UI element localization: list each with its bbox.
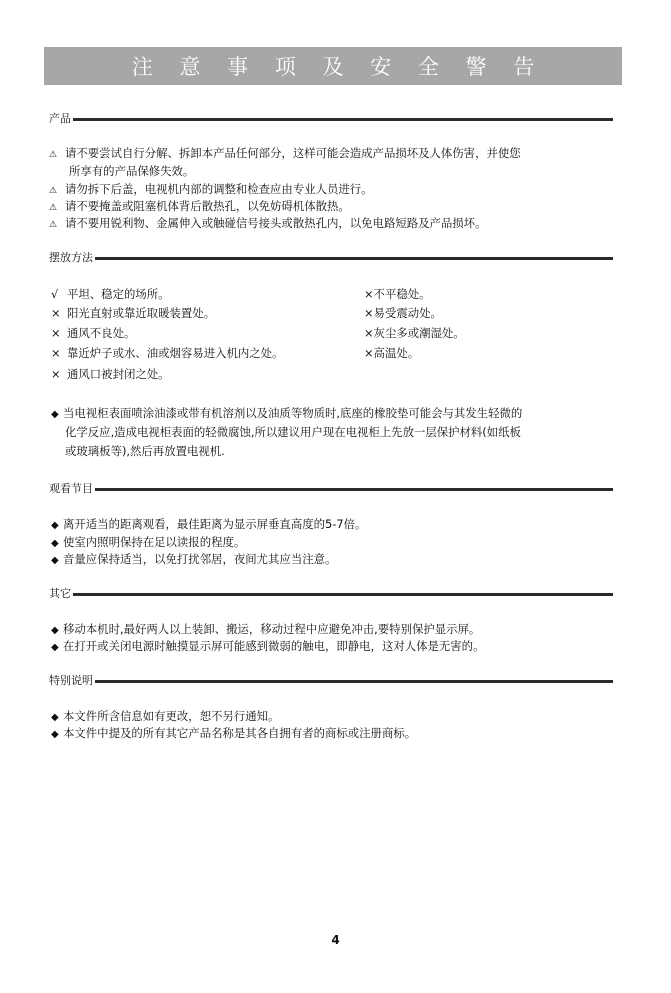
cross-mark-icon: × xyxy=(364,306,374,320)
cross-mark-icon: × xyxy=(51,367,61,381)
list-item: ⚠ 请勿拆下后盖，电视机内部的调整和检查应由专业人员进行。 xyxy=(49,180,373,200)
list-item: ◆ 在打开或关闭电源时触摸显示屏可能感到微弱的触电，即静电，这对人体是无害的。 xyxy=(51,637,484,657)
section-title-placement: 摆放方法 xyxy=(49,251,93,264)
placement-item: √ 平坦、稳定的场所。 xyxy=(51,287,170,301)
section-title-product: 产品 xyxy=(49,112,71,125)
placement-item: ×易受震动处。 xyxy=(364,306,442,320)
list-item: ◆ 移动本机时,最好两人以上装卸、搬运，移动过程中应避免冲击,要特别保护显示屏。 xyxy=(51,620,480,640)
cross-mark-icon: × xyxy=(51,346,61,360)
section-header-viewing xyxy=(49,480,613,496)
list-item: ◆ 音量应保持适当，以免打扰邻居，夜间尤其应当注意。 xyxy=(51,550,336,570)
section-rule xyxy=(95,680,613,683)
warning-triangle-icon: ⚠ xyxy=(49,150,58,160)
diamond-bullet-icon: ◆ xyxy=(51,712,59,723)
warning-triangle-icon: ⚠ xyxy=(49,203,58,213)
cross-mark-icon: × xyxy=(364,326,374,340)
placement-item: × 通风不良处。 xyxy=(51,326,136,340)
list-item: ◆ 离开适当的距离观看，最佳距离为显示屏垂直高度的5-7倍。 xyxy=(51,515,366,535)
diamond-bullet-icon: ◆ xyxy=(51,729,59,740)
placement-item: × 通风口被封闭之处。 xyxy=(51,367,170,381)
placement-item: × 阳光直射或靠近取暖装置处。 xyxy=(51,306,216,320)
diamond-bullet-icon: ◆ xyxy=(51,642,59,653)
list-item: ⚠ 请不要掩盖或阻塞机体背后散热孔，以免妨碍机体散热。 xyxy=(49,197,350,217)
check-mark-icon: √ xyxy=(51,287,59,301)
page-title-banner xyxy=(44,47,622,85)
section-header-special xyxy=(49,672,613,688)
cross-mark-icon: × xyxy=(51,306,61,320)
section-rule xyxy=(73,593,613,596)
section-header-placement xyxy=(49,249,613,265)
diamond-bullet-icon: ◆ xyxy=(51,520,59,531)
diamond-bullet-icon: ◆ xyxy=(51,625,59,636)
placement-item: ×不平稳处。 xyxy=(364,287,431,301)
section-header-other xyxy=(49,585,613,601)
list-item: ◆ 使室内照明保持在足以读报的程度。 xyxy=(51,533,245,553)
cross-mark-icon: × xyxy=(364,346,374,360)
list-item: ◆ 本文件中提及的所有其它产品名称是其各自拥有者的商标或注册商标。 xyxy=(51,724,416,744)
placement-note: ◆ 当电视柜表面喷涂油漆或带有机溶剂以及油质等物质时,底座的橡胶垫可能会与其发生轻微的 xyxy=(51,404,522,424)
diamond-bullet-icon: ◆ xyxy=(51,409,59,420)
section-header-product xyxy=(49,110,613,126)
placement-note-continuation: 或玻璃板等),然后再放置电视机. xyxy=(65,444,225,458)
placement-item: ×高温处。 xyxy=(364,346,420,360)
list-item: ⚠ 请不要用锐利物、金属伸入或触碰信号接头或散热孔内，以免电路短路及产品损坏。 xyxy=(49,214,486,234)
list-item: ⚠ 请不要尝试自行分解、拆卸本产品任何部分，这样可能会造成产品损坏及人体伤害，并使您 xyxy=(49,144,521,164)
warning-triangle-icon: ⚠ xyxy=(49,220,58,230)
warning-triangle-icon: ⚠ xyxy=(49,186,58,196)
section-title-special: 特别说明 xyxy=(49,674,93,687)
placement-item: × 靠近炉子或水、油或烟容易进入机内之处。 xyxy=(51,346,284,360)
section-rule xyxy=(95,488,613,491)
section-title-other: 其它 xyxy=(49,587,71,600)
section-title-viewing: 观看节目 xyxy=(49,482,93,495)
page-number: 4 xyxy=(331,933,340,947)
page-title: 注 意 事 项 及 安 全 警 告 xyxy=(131,55,545,79)
diamond-bullet-icon: ◆ xyxy=(51,555,59,566)
cross-mark-icon: × xyxy=(51,326,61,340)
diamond-bullet-icon: ◆ xyxy=(51,538,59,549)
section-rule xyxy=(73,118,613,121)
cross-mark-icon: × xyxy=(364,287,374,301)
placement-item: ×灰尘多或潮湿处。 xyxy=(364,326,465,340)
section-rule xyxy=(95,257,613,260)
list-item: ◆ 本文件所含信息如有更改，恕不另行通知。 xyxy=(51,707,279,727)
list-item-continuation: 所享有的产品保修失效。 xyxy=(69,164,195,178)
placement-note-continuation: 化学反应,造成电视柜表面的轻微腐蚀,所以建议用户现在电视柜上先放一层保护材料(如纸板 xyxy=(65,425,521,439)
